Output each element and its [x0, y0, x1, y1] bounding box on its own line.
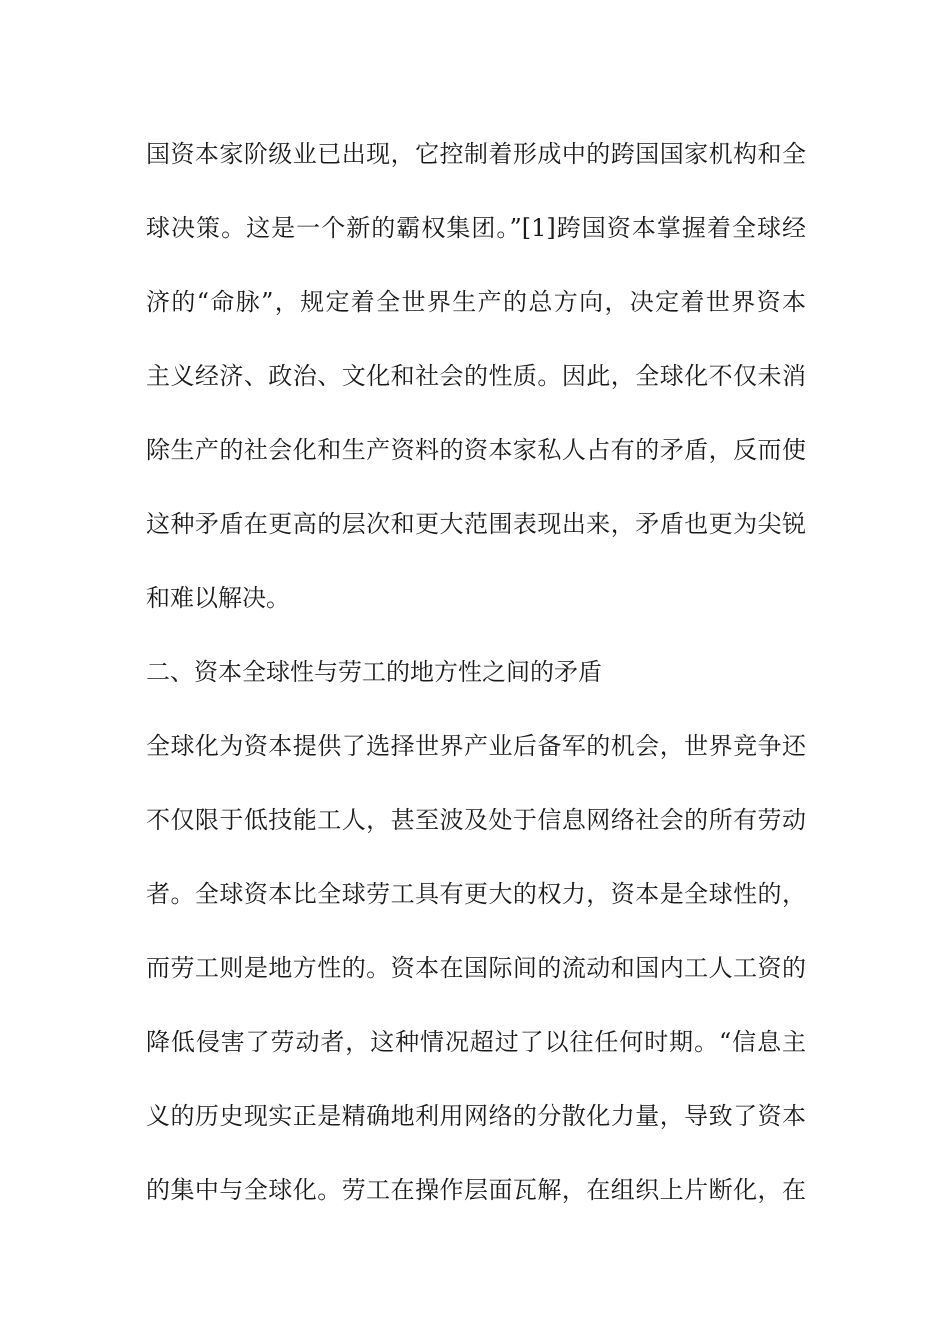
body-text-line: 济的“命脉”，规定着全世界生产的总方向，决定着世界资本: [146, 288, 806, 316]
paragraph-end-line: 和难以解决。: [146, 584, 290, 612]
body-text-line: 者。全球资本比全球劳工具有更大的权力，资本是全球性的，: [146, 880, 806, 908]
body-text-line: 而劳工则是地方性的。资本在国际间的流动和国内工人工资的: [146, 954, 806, 982]
body-text-line: 除生产的社会化和生产资料的资本家私人占有的矛盾，反而使: [146, 436, 806, 464]
section-heading: 二、资本全球性与劳工的地方性之间的矛盾: [146, 658, 602, 686]
body-text-line: 国资本家阶级业已出现，它控制着形成中的跨国国家机构和全: [146, 140, 806, 168]
body-text-line: 球决策。这是一个新的霸权集团。”[1]跨国资本掌握着全球经: [146, 214, 806, 242]
body-text-line: 不仅限于低技能工人，甚至波及处于信息网络社会的所有劳动: [146, 806, 806, 834]
body-text-line: 全球化为资本提供了选择世界产业后备军的机会，世界竞争还: [146, 732, 806, 760]
body-text-line: 降低侵害了劳动者，这种情况超过了以往任何时期。“信息主: [146, 1028, 806, 1056]
body-text-line: 义的历史现实正是精确地利用网络的分散化力量，导致了资本: [146, 1102, 806, 1130]
body-text-line: 的集中与全球化。劳工在操作层面瓦解，在组织上片断化，在: [146, 1176, 806, 1204]
body-text-line: 主义经济、政治、文化和社会的性质。因此，全球化不仅未消: [146, 362, 806, 390]
body-text-line: 这种矛盾在更高的层次和更大范围表现出来，矛盾也更为尖锐: [146, 510, 806, 538]
